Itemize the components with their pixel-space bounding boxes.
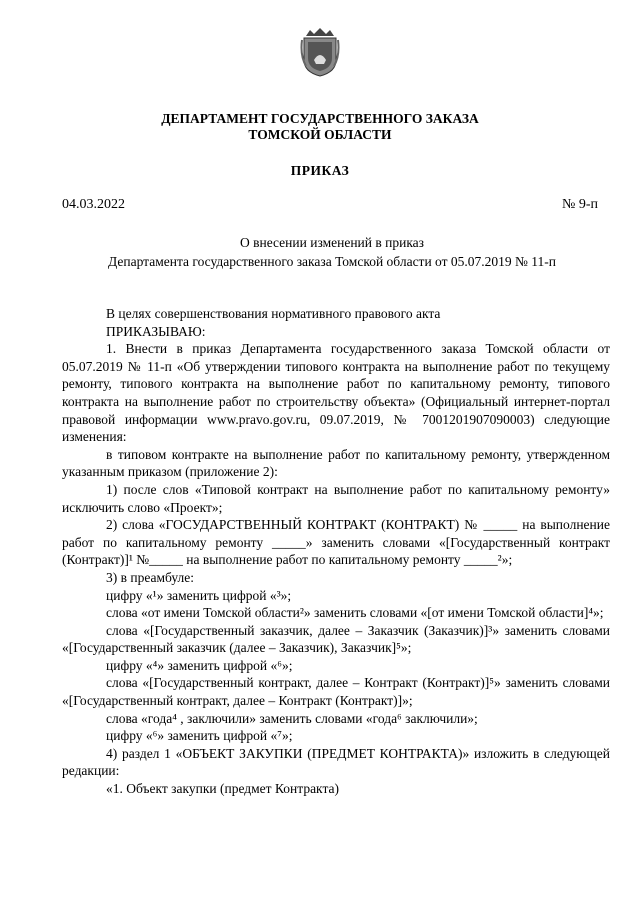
coat-of-arms-emblem [300,26,340,78]
paragraph-change-5: слова «[Государственный контракт, далее – Контракт (Контракт)]⁵» заменить словами «[Государственный контракт, далее – Контракт (Контракт)]»; [62,675,610,709]
paragraph-item-1: 1. Внести в приказ Департамента государственного заказа Томской области от 05.07.2019 № 11-п «Об утверждении типового контракта на выполнение работ по текущему ремонту, типового контракта на выполнение работ по капитальному ремонту, типового контракта на выполнение работ по строительству объекта» (Официальный интернет-портал правовой информации www.pravo.gov.ru, 09.07.2019, № 7001201907090003) следующие изменения: [62,341,610,445]
paragraph-change-3: слова «[Государственный заказчик, далее – Заказчик (Заказчик)]³» заменить словами «[Государственный заказчик (далее – Заказчик), Заказчик]⁵»; [62,622,610,656]
subject-line-1: О внесении изменений в приказ [239,235,425,250]
paragraph-change-2: слова «от имени Томской области²» заменить словами «[от имени Томской области]⁴»; [106,605,604,621]
paragraph-change-6: слова «года⁴ , заключили» заменить словами «года⁶ заключили»; [106,710,478,726]
document-date: 04.03.2022 [62,197,125,212]
document-body [62,305,610,798]
paragraph-change-7: цифру «⁶» заменить цифрой «⁷»; [106,728,293,744]
paragraph-sub-2: 2) слова «ГОСУДАРСТВЕННЫЙ КОНТРАКТ (КОНТРАКТ) № _____ на выполнение работ по капитальному ремонту _____» заменить словами «[Государственный контракт (Контракт)]¹ №_____ на выполнение работ по капитальному ремонту _____²»; [62,517,610,568]
document-number: № 9-п [561,197,598,212]
paragraph-sub-1: 1) после слов «Типовой контракт на выполнение работ по капитальному ремонту» исключить слово «Проект»; [62,481,610,515]
document-subject [62,233,602,271]
paragraph-contract-scope: в типовом контракте на выполнение работ по капитальному ремонту, утвержденном указанным приказом (приложение 2): [62,446,610,480]
department-region: ТОМСКОЙ ОБЛАСТИ [248,127,392,142]
document-type: ПРИКАЗ [290,163,350,178]
paragraph-purpose: В целях совершенствования нормативного правового акта [106,306,441,321]
paragraph-order: ПРИКАЗЫВАЮ: [106,323,206,339]
paragraph-sub-4: 4) раздел 1 «ОБЪЕКТ ЗАКУПКИ (ПРЕДМЕТ КОНТРАКТА)» изложить в следующей редакции: [62,745,610,779]
paragraph-change-1: цифру «¹» заменить цифрой «³»; [106,587,292,603]
paragraph-change-4: цифру «⁴» заменить цифрой «⁶»; [106,657,293,673]
subject-line-2: Департамента государственного заказа Томской области от 05.07.2019 № 11-п [107,254,557,269]
paragraph-sub-3: 3) в преамбуле: [106,569,195,585]
paragraph-section-1: «1. Объект закупки (предмет Контракта) [106,781,339,797]
department-title: ДЕПАРТАМЕНТ ГОСУДАРСТВЕННОГО ЗАКАЗА [161,111,479,126]
